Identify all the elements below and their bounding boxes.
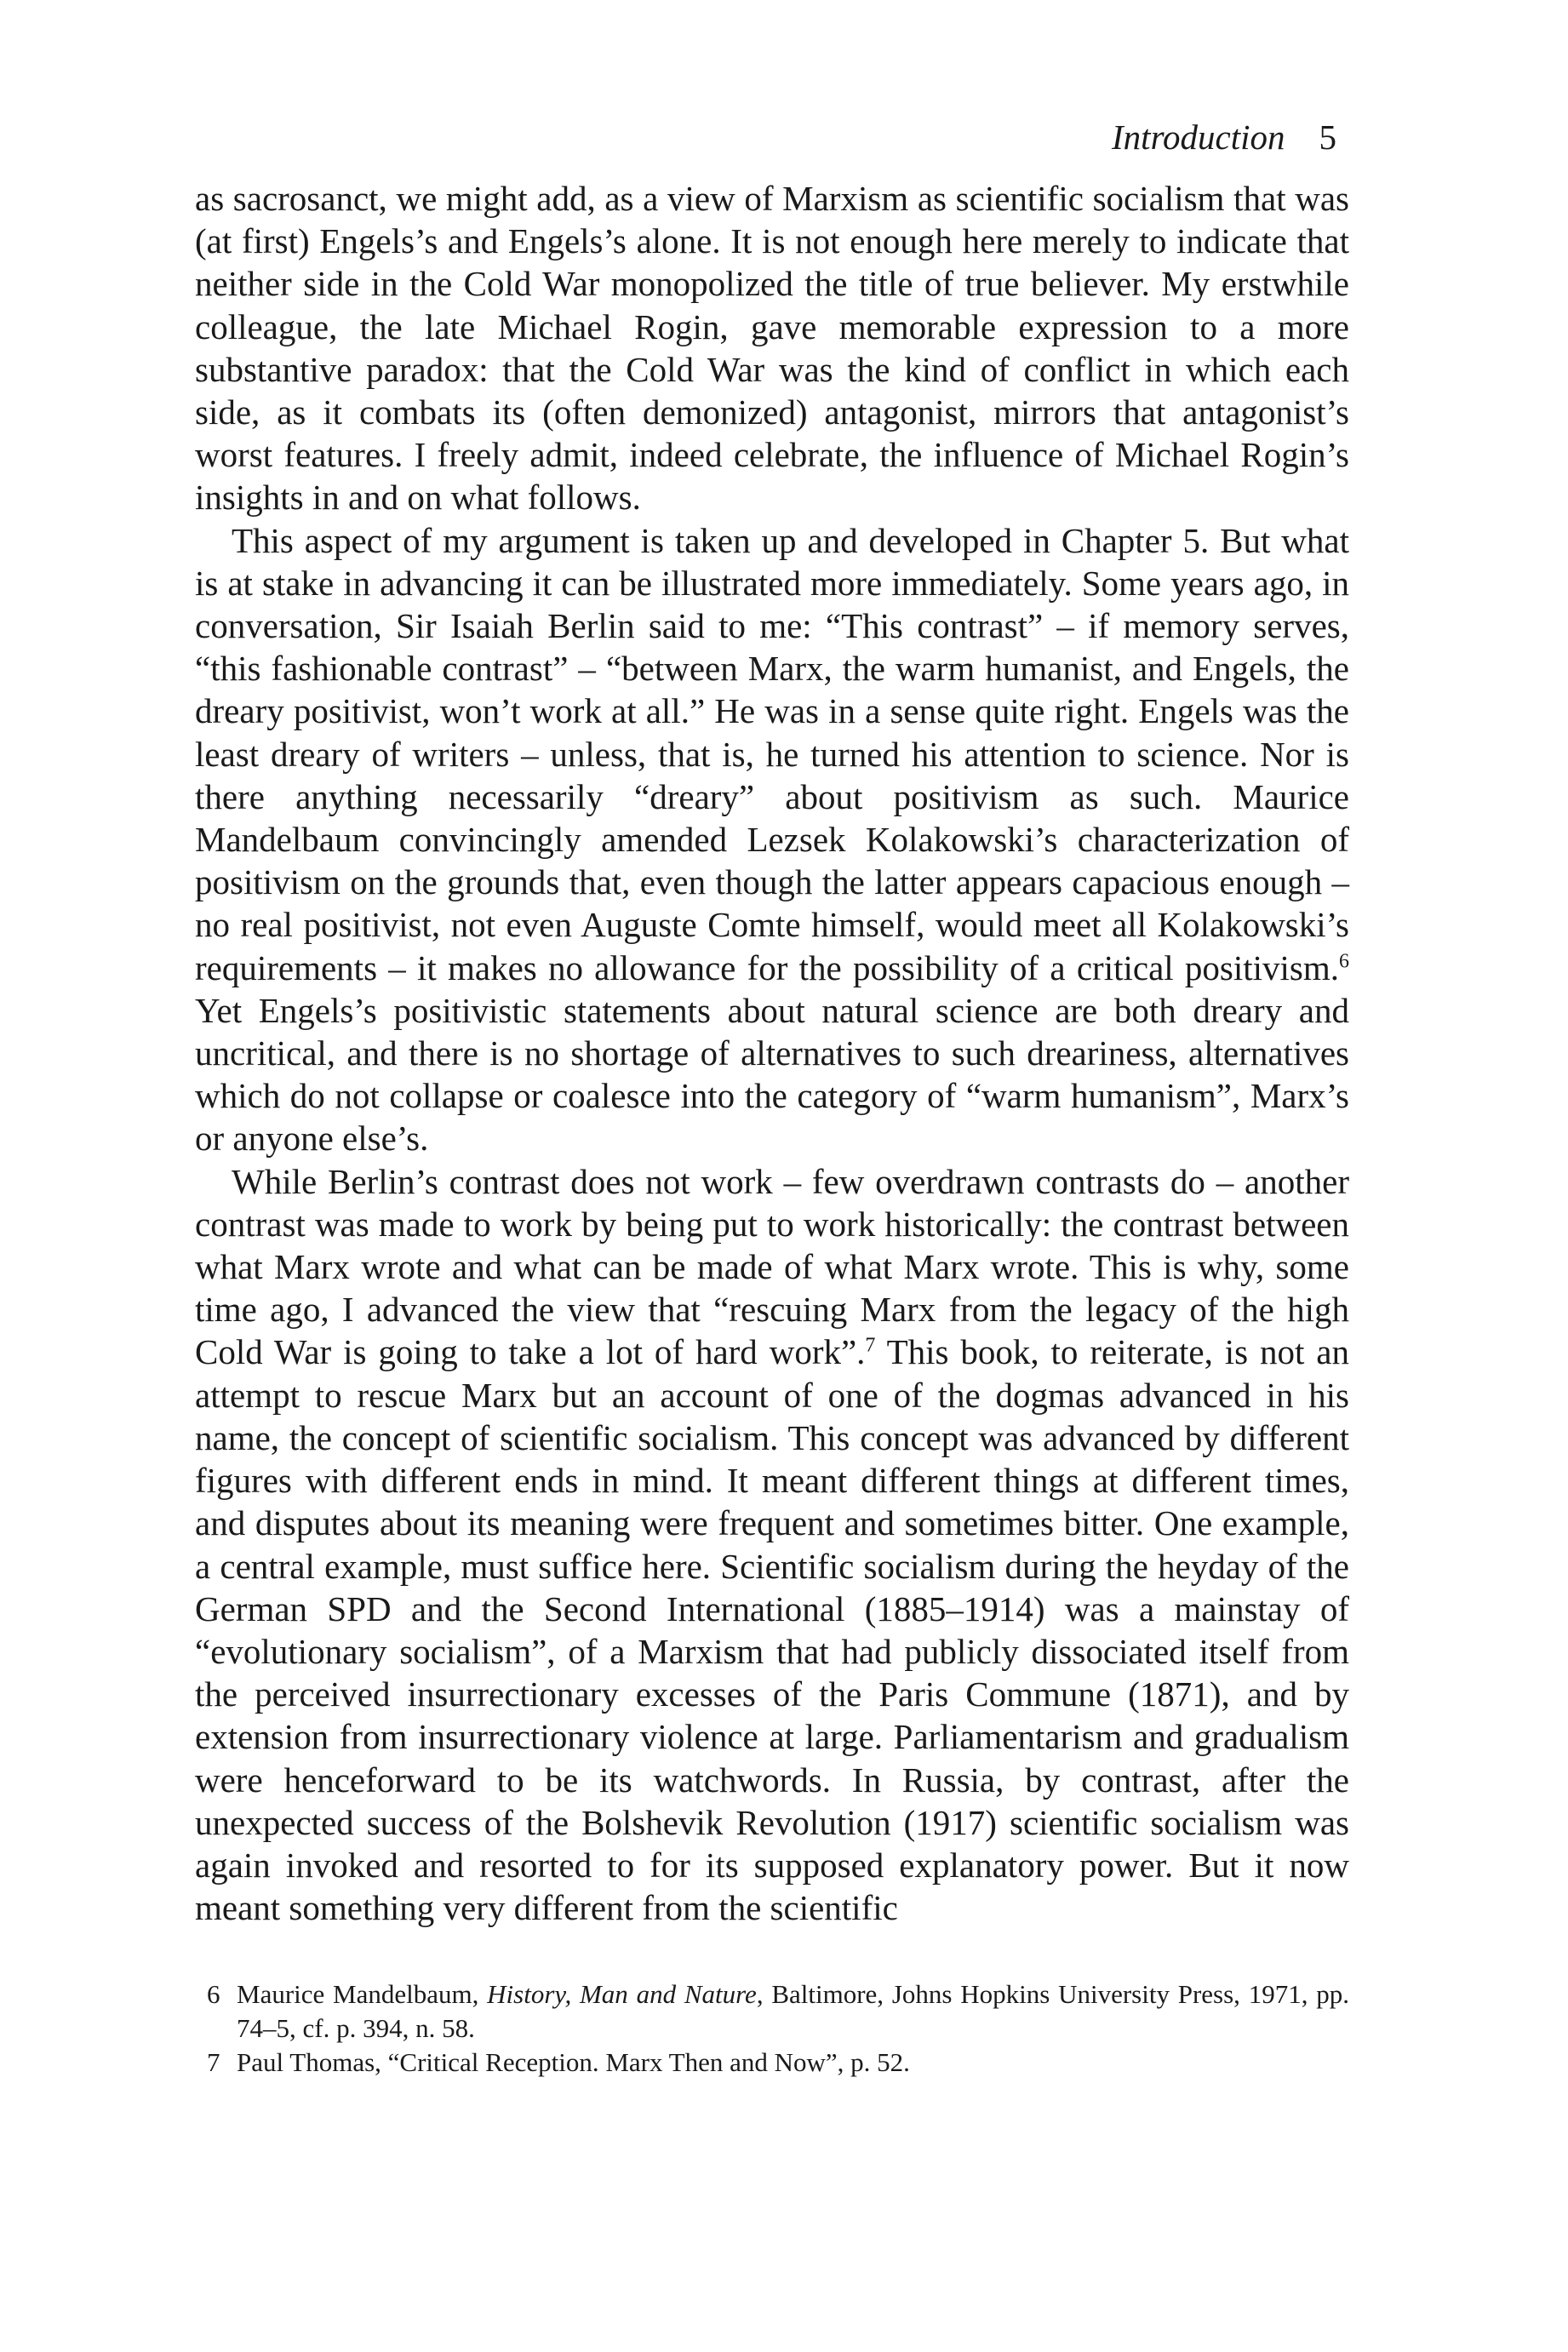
paragraph-1-text: as sacrosanct, we might add, as a view of Marxism as scientific socialism that was (at first) Engels’s and Engels’s alone. It is not enough here merely to indicate that neither side in the Cold War monopolized the title of true believer. My erstwhile colleague, the late Michael Rogin, gave memorable expression to a more substantive paradox: that the Cold War was the kind of conflict in which each side, as it combats its (often demonized) antagonist, mirrors that antagonist’s worst features. I freely admit, indeed celebrate, the influence of Michael Rogin’s insights in and on what follows. [195,179,1349,518]
footnote-6-book-title: History, Man and Nature [487,1979,757,2009]
paragraph-3-text-a: While Berlin’s contrast does not work – few overdrawn contrasts do – another contrast was made to work by being put to work historically: the contrast between what Marx wrote and what can be made of what Marx wrote. This is why, some time ago, I advanced the view that “rescuing Marx from the legacy of the high Cold War is going to take a lot of hard work”. [195,1161,1349,1372]
running-head [1112,116,1336,158]
body-text [195,177,1349,1929]
footnote-ref-6: 6 [1339,950,1349,972]
paragraph-1 [195,177,1349,519]
footnote-6-text-a: Maurice Mandelbaum, [237,1979,488,2009]
chapter-title: Introduction [1112,117,1285,157]
footnote-number: 6 [207,1979,220,2009]
footnote-7 [195,2046,1349,2080]
footnote-7-text: Paul Thomas, “Critical Reception. Marx Then and Now”, p. 52. [237,2047,910,2077]
footnote-number: 7 [207,2047,220,2077]
paragraph-3 [195,1160,1349,1930]
paragraph-3-text-b: This book, to reiterate, is not an attempt to rescue Marx but an account of one of the dogmas advanced in his name, the concept of scientific socialism. This concept was advanced by different figures with different ends in mind. It meant different things at different times, and disputes about its meaning were frequent and sometimes bitter. One example, a central example, must suffice here. Scientific socialism during the heyday of the German SPD and the Second International (1885–1914) was a mainstay of “evolutionary socialism”, of a Marxism that had publicly dissociated itself from the perceived insurrectionary excesses of the Paris Commune (1871), and by extension from insurrectionary violence at large. Parliamentarism and gradualism were henceforward to be its watchwords. In Russia, by contrast, after the unexpected success of the Bolshevik Revolution (1917) scientific socialism was again invoked and resorted to for its supposed explanatory power. But it now meant something very different from the scientific [195,1332,1350,1928]
footnotes [195,1977,1349,2080]
paragraph-2-text-a: This aspect of my argument is taken up and developed in Chapter 5. But what is at stake in advancing it can be illustrated more immediately. Some years ago, in conversation, Sir Isaiah Berlin said to me: “This contrast” – if memory serves, “this fashionable contrast” – “between Marx, the warm humanist, and Engels, the dreary positivist, won’t work at all.” He was in a sense quite right. Engels was the least dreary of writers – unless, that is, he turned his attention to science. Nor is there anything necessarily “dreary” about positivism as such. Maurice Mandelbaum convincingly amended Lezsek Kolakowski’s characterization of positivism on the grounds that, even though the latter appears capacious enough – no real positivist, not even Auguste Comte himself, would meet all Kolakowski’s requirements – it makes no allowance for the possibility of a critical positivism. [195,520,1349,987]
paragraph-2 [195,519,1349,1160]
page-number: 5 [1319,117,1336,157]
footnote-6 [195,1977,1349,2046]
footnote-6-text-b: , Baltimore, Johns Hopkins University Press, 1971, pp. 74–5, cf. p. 394, n. 58. [237,1979,1349,2043]
footnote-ref-7: 7 [865,1334,876,1357]
paragraph-2-text-b: Yet Engels’s positivistic statements about natural science are both dreary and uncritical, and there is no shortage of alternatives to such dreariness, alternatives which do not collapse or coalesce into the category of “warm humanism”, Marx’s or anyone else’s. [195,990,1349,1159]
